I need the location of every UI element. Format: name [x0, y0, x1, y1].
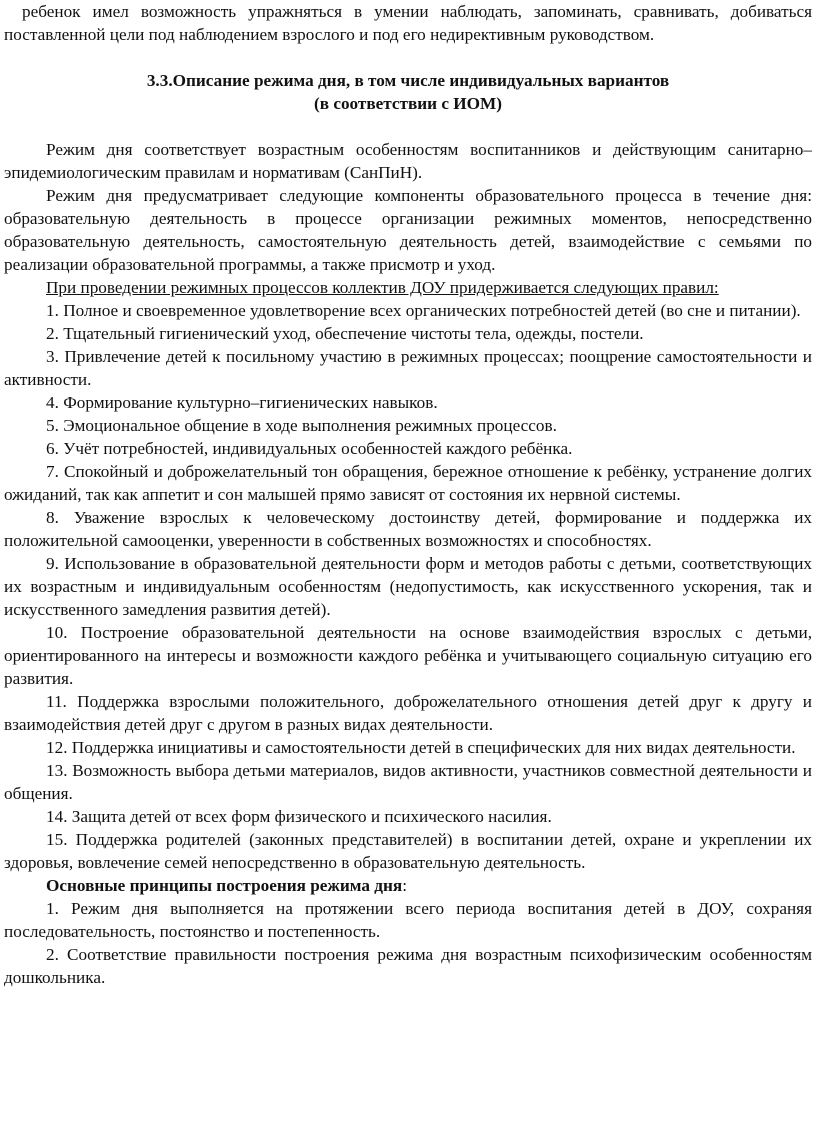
intro-continuation-paragraph: ребенок имел возможность упражняться в умении наблюдать, запоминать, сравнивать, добиваться поставленной цели под наблюдением взрослого и под его недирективным руководством.: [4, 2, 812, 44]
list-item: 2. Соответствие правильности построения режима дня возрастным психофизическим особенностям дошкольника.: [4, 945, 812, 987]
principles-heading-colon: :: [402, 876, 407, 895]
document-page: [4, 0, 812, 989]
list-item: 9. Использование в образовательной деятельности форм и методов работы с детьми, соответствующих их возрастным и индивидуальным особенностям (недопустимость, как искусственного ускорения, так и искусственного замедления развития детей).: [4, 554, 812, 619]
list-item: 3. Привлечение детей к посильному участию в режимных процессах; поощрение самостоятельности и активности.: [4, 347, 812, 389]
section-heading-line-2: (в соответствии с ИОМ): [314, 94, 502, 113]
list-item: 12. Поддержка инициативы и самостоятельности детей в специфических для них видах деятельности.: [46, 738, 796, 757]
regime-compliance-paragraph: Режим дня соответствует возрастным особенностям воспитанников и действующим санитарно–эпидемиологическим правилам и нормативам (СанПиН).: [4, 140, 812, 182]
rules-intro-paragraph: [4, 276, 812, 299]
list-item: 5. Эмоциональное общение в ходе выполнения режимных процессов.: [46, 416, 557, 435]
rules-intro-text: При проведении режимных процессов коллектив ДОУ придерживается следующих правил:: [46, 278, 719, 297]
list-item: 14. Защита детей от всех форм физического и психического насилия.: [46, 807, 552, 826]
list-item: 8. Уважение взрослых к человеческому достоинству детей, формирование и поддержка их положительной самооценки, уверенности в собственных возможностях и способностях.: [4, 508, 812, 550]
principles-heading: [4, 874, 812, 897]
section-heading-line-1: 3.3.Описание режима дня, в том числе индивидуальных вариантов: [146, 71, 670, 90]
list-item: 7. Спокойный и доброжелательный тон обращения, бережное отношение к ребёнку, устранение долгих ожиданий, так как аппетит и сон малышей прямо зависят от состояния их нервной системы.: [4, 462, 812, 504]
rules-list: [4, 299, 812, 874]
list-item: 15. Поддержка родителей (законных представителей) в воспитании детей, охране и укреплении их здоровья, вовлечение семей непосредственно в образовательную деятельность.: [4, 830, 812, 872]
list-item: 2. Тщательный гигиенический уход, обеспечение чистоты тела, одежды, постели.: [46, 324, 644, 343]
principles-heading-text: Основные принципы построения режима дня: [46, 876, 403, 895]
section-heading: [4, 69, 812, 115]
list-item: 4. Формирование культурно–гигиенических навыков.: [46, 393, 438, 412]
list-item: 6. Учёт потребностей, индивидуальных особенностей каждого ребёнка.: [46, 439, 573, 458]
list-item: 1. Полное и своевременное удовлетворение всех органических потребностей детей (во сне и питании).: [46, 301, 801, 320]
list-item: 11. Поддержка взрослыми положительного, доброжелательного отношения детей друг к другу и взаимодействия детей друг с другом в разных видах деятельности.: [4, 692, 812, 734]
principles-list: [4, 897, 812, 989]
list-item: 1. Режим дня выполняется на протяжении всего периода воспитания детей в ДОУ, сохраняя последовательность, постоянство и постепенность.: [4, 899, 812, 941]
list-item: 13. Возможность выбора детьми материалов, видов активности, участников совместной деятельности и общения.: [4, 761, 812, 803]
regime-components-paragraph: Режим дня предусматривает следующие компоненты образовательного процесса в течение дня: образовательную деятельность в процессе организации режимных моментов, непосредственно образовательную деятельность, самостоятельную деятельность детей, взаимодействие с семьями по реализации образовательной программы, а также присмотр и уход.: [4, 186, 812, 274]
list-item: 10. Построение образовательной деятельности на основе взаимодействия взрослых с детьми, ориентированного на интересы и возможности каждого ребёнка и учитывающего социальную ситуацию его развития.: [4, 623, 812, 688]
